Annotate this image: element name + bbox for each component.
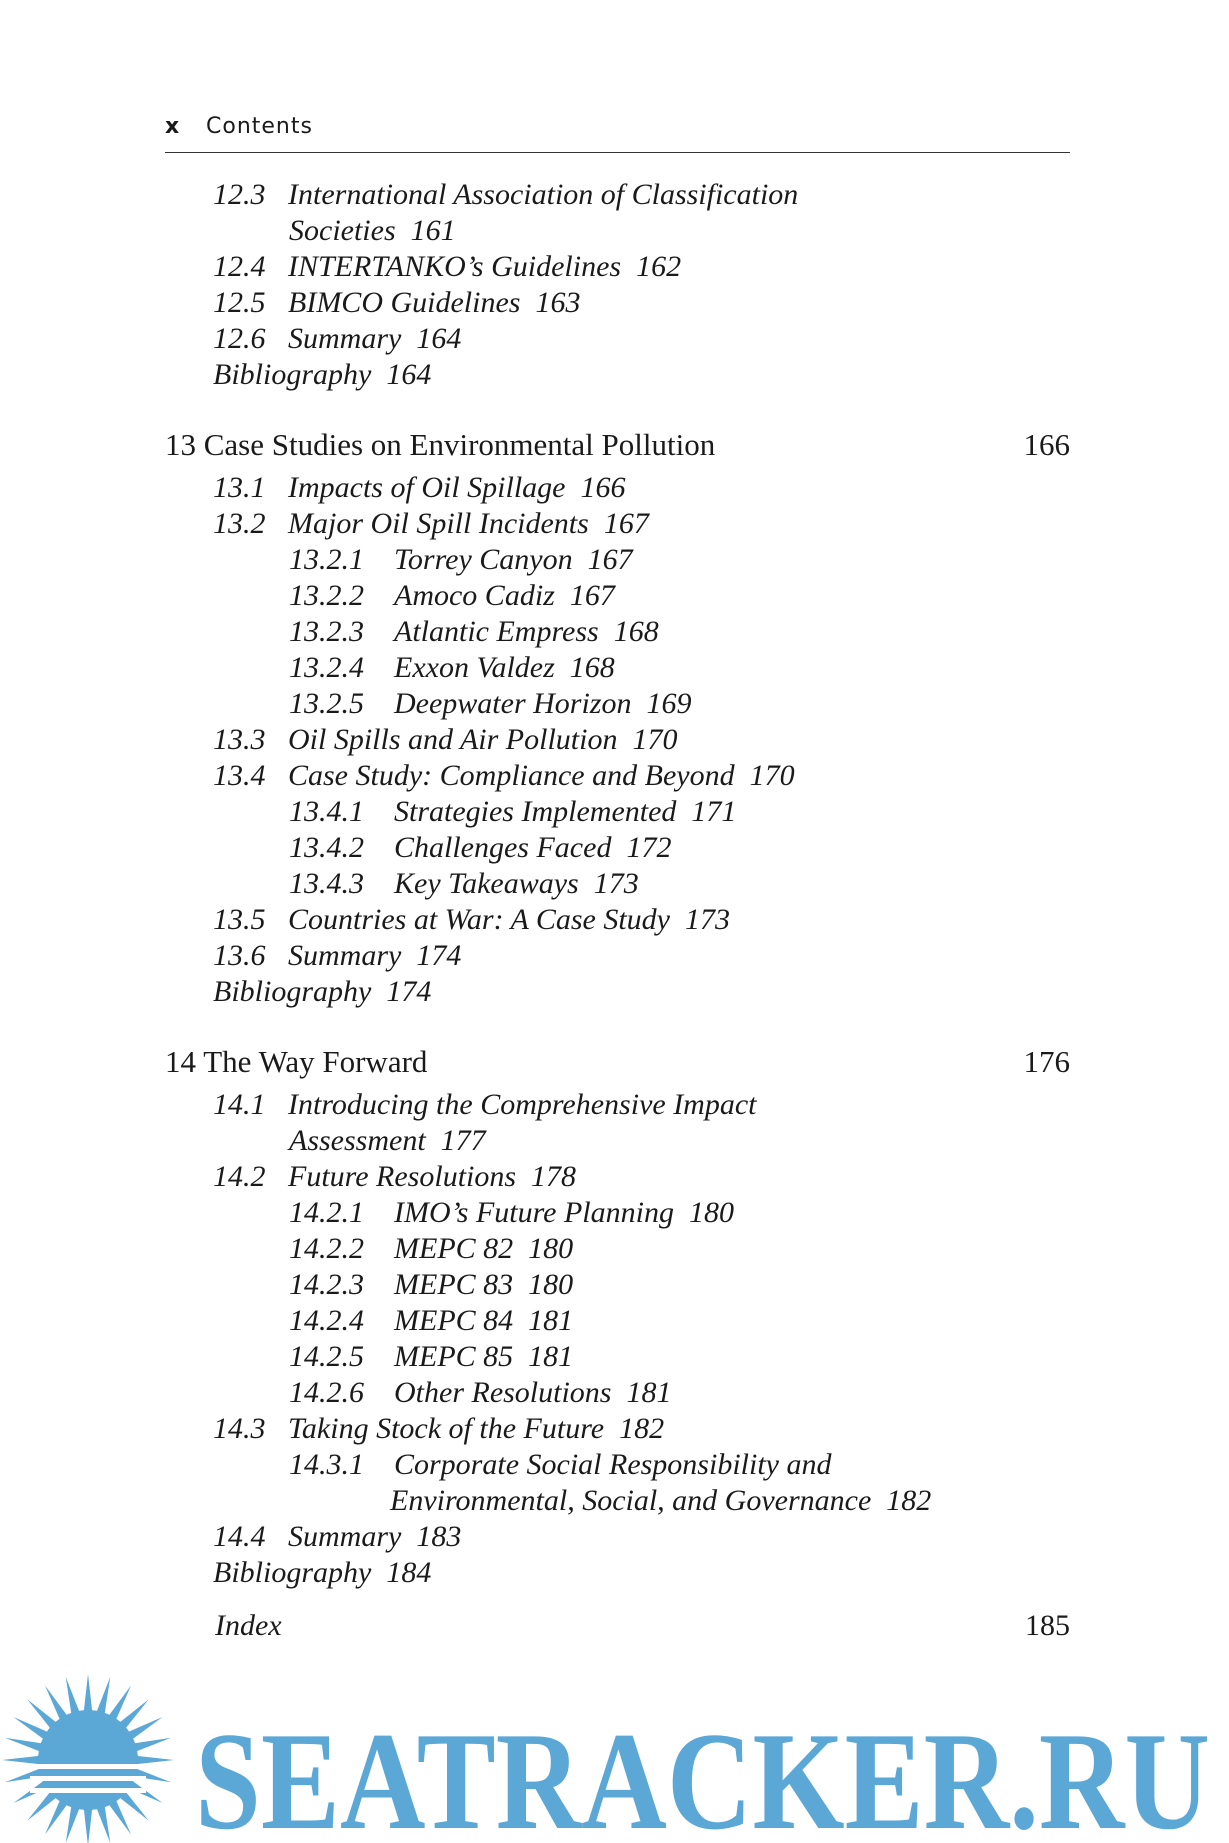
- toc-entry[interactable]: 14.2 Future Resolutions 178: [213, 1160, 577, 1193]
- toc-entry[interactable]: 13.4.2 Challenges Faced 172: [289, 831, 672, 864]
- toc-entry[interactable]: 13.2.2 Amoco Cadiz 167: [289, 579, 615, 612]
- toc-entry[interactable]: 14.2.1 IMO’s Future Planning 180: [289, 1196, 734, 1229]
- toc-entry[interactable]: 13.2.5 Deepwater Horizon 169: [289, 687, 692, 720]
- sun-ray: [96, 1677, 110, 1715]
- sun-ray: [45, 1799, 68, 1834]
- toc-entry[interactable]: Bibliography 184: [213, 1556, 432, 1589]
- chapter-page: 166: [1023, 427, 1070, 462]
- sun-ray: [133, 1738, 171, 1752]
- sun-ray: [2, 1756, 40, 1765]
- toc-entry[interactable]: 14.3.1 Corporate Social Responsibility and: [289, 1448, 832, 1481]
- toc-entry[interactable]: Environmental, Social, and Governance 182: [390, 1484, 932, 1517]
- toc-entry[interactable]: 13.2.4 Exxon Valdez 168: [289, 651, 615, 684]
- sun-ray: [108, 1799, 131, 1834]
- toc-entry[interactable]: 14.2.4 MEPC 84 181: [289, 1304, 574, 1337]
- toc-entry[interactable]: 14.2.6 Other Resolutions 181: [289, 1376, 672, 1409]
- toc-entry[interactable]: 12.3 International Association of Classification: [213, 178, 799, 211]
- sun-ray: [96, 1805, 110, 1843]
- sun-ray: [66, 1677, 80, 1715]
- toc-entry[interactable]: 13.1 Impacts of Oil Spillage 166: [213, 471, 626, 504]
- watermark-text: SEATRACKER.RU: [195, 1704, 1210, 1843]
- sun-ray: [84, 1808, 93, 1843]
- sun-ray: [66, 1805, 80, 1843]
- toc-entry[interactable]: 14.3 Taking Stock of the Future 182: [213, 1412, 665, 1445]
- sun-ray: [14, 1717, 49, 1740]
- watermark: [0, 1660, 1229, 1843]
- toc-entry[interactable]: 14.1 Introducing the Comprehensive Impact: [213, 1088, 757, 1121]
- running-header: [165, 112, 1070, 153]
- toc-entry[interactable]: Bibliography 174: [213, 975, 432, 1008]
- toc-entry[interactable]: 14.4 Summary 183: [213, 1520, 462, 1553]
- toc-entry[interactable]: 14.2.3 MEPC 83 180: [289, 1268, 574, 1301]
- toc-entry[interactable]: 13.4.3 Key Takeaways 173: [289, 867, 639, 900]
- sun-ray: [45, 1686, 68, 1721]
- toc-entry[interactable]: 13.3 Oil Spills and Air Pollution 170: [213, 723, 678, 756]
- toc-entry[interactable]: Societies 161: [289, 214, 456, 247]
- index-page: 185: [1025, 1609, 1070, 1642]
- toc-entry[interactable]: 13.2.1 Torrey Canyon 167: [289, 543, 633, 576]
- toc-entry[interactable]: 13.5 Countries at War: A Case Study 173: [213, 903, 730, 936]
- toc-entry[interactable]: Assessment 177: [289, 1124, 486, 1157]
- chapter-page: 176: [1023, 1044, 1070, 1079]
- chapter-heading[interactable]: 14 The Way Forward 176: [165, 1044, 1070, 1079]
- sun-ray: [84, 1674, 93, 1712]
- toc-entry[interactable]: 13.4.1 Strategies Implemented 171: [289, 795, 737, 828]
- toc-entry[interactable]: 14.2.5 MEPC 85 181: [289, 1340, 574, 1373]
- toc-entry[interactable]: Bibliography 164: [213, 358, 432, 391]
- running-title: Contents: [206, 114, 313, 139]
- toc-entry[interactable]: 12.6 Summary 164: [213, 322, 462, 355]
- chapter-heading[interactable]: 13 Case Studies on Environmental Pollution 166: [165, 427, 1070, 462]
- toc-index-entry[interactable]: Index 185: [215, 1609, 1070, 1642]
- toc-entry[interactable]: 12.4 INTERTANKO’s Guidelines 162: [213, 250, 682, 283]
- toc-entry[interactable]: 13.2 Major Oil Spill Incidents 167: [213, 507, 649, 540]
- page-number: x: [165, 114, 181, 139]
- sun-ray: [108, 1686, 131, 1721]
- toc-entry[interactable]: 14.2.2 MEPC 82 180: [289, 1232, 574, 1265]
- sun-ray: [136, 1756, 174, 1765]
- sun-ray: [127, 1717, 162, 1740]
- toc-entry[interactable]: 13.6 Summary 174: [213, 939, 462, 972]
- toc-entry[interactable]: 12.5 BIMCO Guidelines 163: [213, 286, 581, 319]
- toc-entry[interactable]: 13.2.3 Atlantic Empress 168: [289, 615, 659, 648]
- sun-ray: [5, 1738, 43, 1752]
- sun-logo-icon: [2, 1674, 174, 1843]
- toc-entry[interactable]: 13.4 Case Study: Compliance and Beyond 170: [213, 759, 795, 792]
